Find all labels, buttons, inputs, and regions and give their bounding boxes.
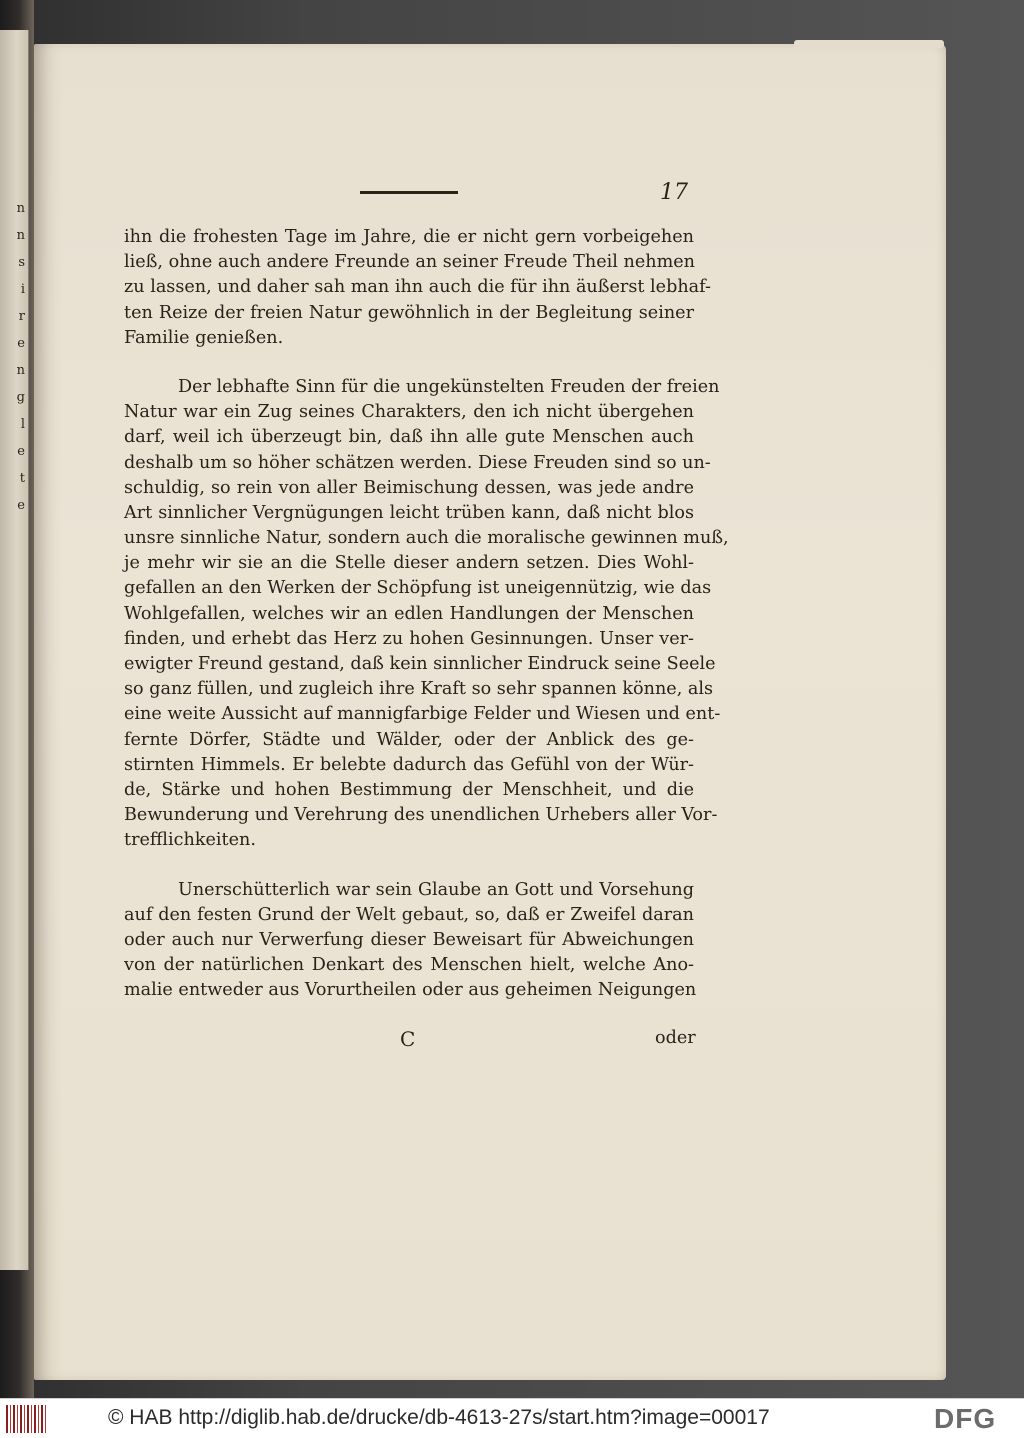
page-edge [794,40,944,48]
previous-page-letter: l [20,417,25,432]
copyright-link[interactable]: © HAB http://diglib.hab.de/drucke/db-4613-27s/start.htm?image=00017 [108,1406,770,1429]
paragraph [124,375,729,854]
text-line: darf, weil ich überzeugt bin, daß ihn alle gute Menschen auch [124,427,694,448]
previous-page-letter: s [18,255,25,270]
paragraph [124,878,697,1004]
text-line: Natur war ein Zug seines Charakters, den ich nicht übergehen [124,402,694,423]
previous-page-letter: n [16,228,25,243]
text-line: finden, und erhebt das Herz zu hohen Gesinnungen. Unser ver- [124,628,694,649]
text-line: fernte Dörfer, Städte und Wälder, oder der Anblick des ge- [124,729,694,750]
dfg-logo: DFG [934,1403,997,1434]
previous-page-letter: e [17,444,25,459]
text-line: ließ, ohne auch andere Freunde an seiner Freude Theil nehmen [124,252,696,273]
previous-page-letter: n [16,201,25,216]
text-line: so ganz füllen, und zugleich ihre Kraft so sehr spannen könne, als [124,679,714,700]
text-line: von der natürlichen Denkart des Menschen hielt, welche Ano- [124,955,694,976]
text-line: schuldig, so rein von aller Beimischung dessen, was jede andre [124,477,694,498]
text-line: ihn die frohesten Tage im Jahre, die er nicht gern vorbeigehen [124,227,694,247]
text-line: deshalb um so höher schätzen werden. Diese Freuden sind so un- [124,452,711,473]
paragraph-gap [124,854,694,878]
text-line: gefallen an den Werken der Schöpfung ist uneigennützig, wie das [124,578,712,599]
text-line: Unerschütterlich war sein Glaube an Gott und Vorsehung [178,879,694,900]
page-number: 17 [660,180,688,205]
text-line: trefflichkeiten. [124,830,256,851]
previous-page-letter: t [19,471,25,486]
catchword: oder [655,1028,696,1048]
text-line: Bewunderung und Verehrung des unendlichen Urhebers aller Vor- [124,805,718,826]
text-line: unsre sinnliche Natur, sondern auch die moralische gewinnen muß, [124,528,729,549]
text-line: malie entweder aus Vorurtheilen oder aus geheimen Neigungen [124,980,697,1001]
text-line: je mehr wir sie an die Stelle dieser andern setzen. Dies Wohl- [124,553,694,574]
previous-page-letters [13,195,25,519]
previous-page-letter: i [20,282,25,297]
header-rule [360,191,458,194]
text-line: ten Reize der freien Natur gewöhnlich in der Begleitung seiner [124,302,694,323]
footer-bar [0,1398,1024,1438]
text-line: ewigter Freund gestand, daß kein sinnlicher Eindruck seine Seele [124,654,716,674]
text-line: auf den festen Grund der Welt gebaut, so, daß er Zweifel daran [124,904,694,925]
body-text [124,225,729,1003]
text-line: Art sinnlicher Vergnügungen leicht trüben kann, daß nicht blos [124,502,694,523]
text-line: eine weite Aussicht auf mannigfarbige Felder und Wiesen und ent- [124,704,721,725]
previous-page-strip [0,30,29,1270]
previous-page-letter: r [18,309,25,324]
previous-page-letter: n [16,363,25,378]
text-line: de, Stärke und hohen Bestimmung der Menschheit, und die [124,779,694,800]
previous-page-letter: e [17,336,25,351]
paragraph [124,225,711,351]
text-line: Wohlgefallen, welches wir an edlen Handlungen der Menschen [124,603,694,624]
book-page [34,44,946,1380]
signature-mark: C [400,1027,416,1051]
text-line: zu lassen, und daher sah man ihn auch die für ihn äußerst lebhaf- [124,277,711,298]
hab-logo-icon [6,1405,48,1433]
text-line: Familie genießen. [124,327,284,348]
paragraph-gap [124,351,694,375]
previous-page-letter: e [17,498,25,513]
text-line: Der lebhafte Sinn für die ungekünstelten Freuden der freien [178,376,720,397]
previous-page-letter: g [16,390,25,405]
previous-pages-edge [0,0,34,1398]
text-line: oder auch nur Verwerfung dieser Beweisart für Abweichungen [124,929,694,950]
text-line: stirnten Himmels. Er belebte dadurch das Gefühl von der Wür- [124,754,694,775]
